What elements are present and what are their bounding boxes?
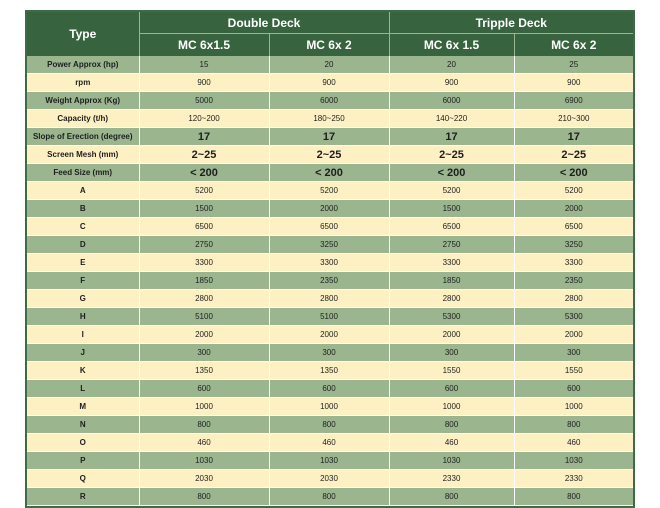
table-cell: 6000 [269,92,389,110]
table-cell: 2000 [389,326,514,344]
table-cell: 180~250 [269,110,389,128]
table-row [27,218,633,236]
table-cell: 600 [139,380,269,398]
row-label: K [27,362,139,380]
table-cell: 1000 [139,398,269,416]
row-label: rpm [27,74,139,92]
table-cell: 17 [139,128,269,146]
table-cell: 300 [269,344,389,362]
table-row [27,416,633,434]
table-row [27,434,633,452]
table-cell: 3250 [269,236,389,254]
table-row [27,452,633,470]
specs-table-container [25,10,635,508]
table-cell: 3300 [514,254,633,272]
tripple-deck-header: Tripple Deck [389,12,633,34]
table-cell: 460 [139,434,269,452]
table-cell: 1350 [269,362,389,380]
table-cell: 2750 [139,236,269,254]
table-cell: 1850 [139,272,269,290]
table-cell: 1500 [389,200,514,218]
table-cell: 5200 [269,182,389,200]
table-cell: 1030 [514,452,633,470]
table-cell: 600 [269,380,389,398]
table-cell: 5300 [389,308,514,326]
table-cell: 1850 [389,272,514,290]
table-cell: 6500 [139,218,269,236]
table-cell: 2330 [389,470,514,488]
double-deck-header: Double Deck [139,12,389,34]
table-cell: 800 [269,416,389,434]
row-label: H [27,308,139,326]
table-cell: 2~25 [269,146,389,164]
row-label: R [27,488,139,506]
table-cell: 2000 [514,200,633,218]
table-cell: 900 [514,74,633,92]
table-cell: 800 [139,416,269,434]
table-row [27,470,633,488]
row-label: E [27,254,139,272]
table-cell: 120~200 [139,110,269,128]
row-label: F [27,272,139,290]
table-cell: 5100 [139,308,269,326]
table-row [27,92,633,110]
row-label: L [27,380,139,398]
table-cell: 2750 [389,236,514,254]
table-cell: 6000 [389,92,514,110]
table-cell: 3300 [139,254,269,272]
table-cell: < 200 [139,164,269,182]
table-cell: 210~300 [514,110,633,128]
table-cell: 2030 [139,470,269,488]
table-cell: 1030 [269,452,389,470]
table-cell: 800 [269,488,389,506]
row-label: P [27,452,139,470]
table-cell: 5300 [514,308,633,326]
table-cell: 17 [269,128,389,146]
table-cell: 600 [514,380,633,398]
table-row [27,398,633,416]
table-row [27,146,633,164]
table-cell: 6500 [389,218,514,236]
table-cell: 300 [389,344,514,362]
row-label: N [27,416,139,434]
table-cell: 5200 [139,182,269,200]
table-cell: 5200 [389,182,514,200]
table-cell: < 200 [389,164,514,182]
table-cell: 1000 [514,398,633,416]
table-cell: 3300 [389,254,514,272]
table-cell: 2000 [514,326,633,344]
table-cell: 1030 [389,452,514,470]
table-cell: 800 [139,488,269,506]
table-cell: 460 [389,434,514,452]
table-row [27,362,633,380]
table-cell: 460 [269,434,389,452]
row-label: Screen Mesh (mm) [27,146,139,164]
table-row [27,164,633,182]
table-cell: 900 [269,74,389,92]
table-body [27,56,633,506]
table-cell: 17 [389,128,514,146]
model-header: MC 6x 1.5 [389,34,514,57]
table-cell: 460 [514,434,633,452]
table-cell: 5100 [269,308,389,326]
table-cell: 1500 [139,200,269,218]
row-label: O [27,434,139,452]
table-cell: 800 [389,416,514,434]
table-cell: 300 [139,344,269,362]
row-label: J [27,344,139,362]
specs-table [27,12,633,506]
table-cell: 6900 [514,92,633,110]
table-cell: 1350 [139,362,269,380]
table-cell: < 200 [514,164,633,182]
row-label: Q [27,470,139,488]
row-label: Slope of Erection (degree) [27,128,139,146]
table-row [27,308,633,326]
table-cell: 2800 [269,290,389,308]
table-cell: 1000 [269,398,389,416]
row-label: Weight Approx (Kg) [27,92,139,110]
type-header: Type [27,12,139,56]
table-cell: 2~25 [139,146,269,164]
table-row [27,488,633,506]
table-cell: 2330 [514,470,633,488]
row-label: Feed Size (mm) [27,164,139,182]
table-cell: 6500 [514,218,633,236]
table-row [27,344,633,362]
table-row [27,200,633,218]
table-cell: 3300 [269,254,389,272]
table-cell: 2350 [514,272,633,290]
table-row [27,56,633,74]
table-cell: 5200 [514,182,633,200]
table-row [27,380,633,398]
table-cell: < 200 [269,164,389,182]
table-cell: 800 [389,488,514,506]
row-label: G [27,290,139,308]
table-cell: 2800 [139,290,269,308]
table-cell: 2~25 [389,146,514,164]
row-label: A [27,182,139,200]
table-row [27,110,633,128]
table-cell: 2000 [269,200,389,218]
table-cell: 15 [139,56,269,74]
table-cell: 3250 [514,236,633,254]
row-label: B [27,200,139,218]
table-cell: 140~220 [389,110,514,128]
table-cell: 300 [514,344,633,362]
table-cell: 25 [514,56,633,74]
table-cell: 1000 [389,398,514,416]
model-header: MC 6x 2 [269,34,389,57]
table-cell: 2350 [269,272,389,290]
row-label: C [27,218,139,236]
table-row [27,290,633,308]
table-cell: 20 [389,56,514,74]
table-header [27,12,633,56]
model-header: MC 6x 2 [514,34,633,57]
table-row [27,254,633,272]
table-cell: 800 [514,416,633,434]
model-header: MC 6x1.5 [139,34,269,57]
row-label: I [27,326,139,344]
table-cell: 2800 [514,290,633,308]
table-row [27,272,633,290]
table-cell: 900 [139,74,269,92]
table-cell: 800 [514,488,633,506]
row-label: Power Approx (hp) [27,56,139,74]
table-cell: 2030 [269,470,389,488]
row-label: M [27,398,139,416]
table-cell: 1550 [389,362,514,380]
table-cell: 1030 [139,452,269,470]
table-row [27,74,633,92]
table-cell: 20 [269,56,389,74]
table-cell: 1550 [514,362,633,380]
table-cell: 600 [389,380,514,398]
table-row [27,182,633,200]
table-cell: 2000 [269,326,389,344]
table-cell: 6500 [269,218,389,236]
table-cell: 2000 [139,326,269,344]
table-cell: 2800 [389,290,514,308]
table-row [27,326,633,344]
row-label: Capacity (t/h) [27,110,139,128]
table-cell: 900 [389,74,514,92]
row-label: D [27,236,139,254]
table-cell: 5000 [139,92,269,110]
table-row [27,236,633,254]
table-cell: 2~25 [514,146,633,164]
table-cell: 17 [514,128,633,146]
table-row [27,128,633,146]
